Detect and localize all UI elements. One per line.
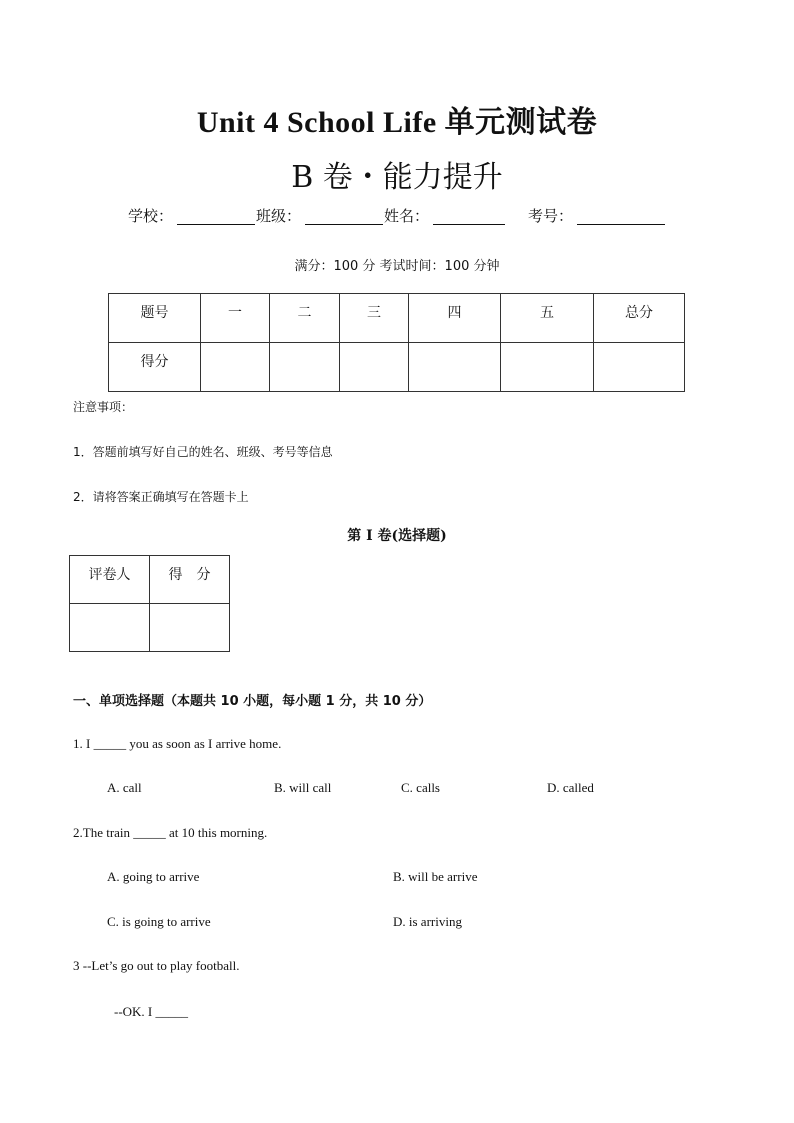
grader-table-header-row bbox=[70, 556, 230, 604]
question-stem: 3 --Let’s go out to play football. bbox=[73, 958, 240, 973]
question-stem: 2.The train _____ at 10 this morning. bbox=[73, 825, 268, 840]
grader-table-row bbox=[70, 604, 230, 652]
exam-no-label: 考号： bbox=[528, 207, 574, 225]
score-cell[interactable] bbox=[409, 343, 501, 392]
score-cell[interactable] bbox=[501, 343, 594, 392]
score-table-cell: 五 bbox=[501, 294, 594, 343]
name-blank[interactable] bbox=[433, 224, 505, 225]
part-heading: 一、单项选择题（本题共 10 小题，每小题 1 分，共 10 分） bbox=[73, 694, 432, 709]
option-b[interactable]: B. will call bbox=[274, 780, 332, 795]
score-table-cell: 总分 bbox=[594, 294, 685, 343]
score-cell[interactable] bbox=[270, 343, 340, 392]
grader-score-cell[interactable] bbox=[150, 604, 230, 652]
student-info-row bbox=[0, 205, 794, 229]
question-reply: --OK. I _____ bbox=[114, 1004, 189, 1019]
grader-table bbox=[69, 555, 230, 652]
option-b[interactable]: B. will be arrive bbox=[393, 869, 478, 884]
class-blank[interactable] bbox=[305, 224, 383, 225]
question-stem: 1. I _____ you as soon as I arrive home. bbox=[73, 736, 282, 751]
score-table-cell: 题号 bbox=[109, 294, 201, 343]
grader-score-label: 得 分 bbox=[150, 556, 230, 604]
notes-heading: 注意事项： bbox=[73, 400, 134, 414]
score-table bbox=[108, 293, 685, 392]
option-a[interactable]: A. call bbox=[107, 780, 142, 795]
score-table-cell: 三 bbox=[340, 294, 409, 343]
exam-subtitle: B 卷・能力提升 bbox=[291, 160, 503, 195]
option-c[interactable]: C. calls bbox=[401, 780, 440, 795]
score-cell[interactable] bbox=[340, 343, 409, 392]
option-d[interactable]: D. is arriving bbox=[393, 914, 462, 929]
score-time-line: 满分：100 分 考试时间：100 分钟 bbox=[294, 259, 500, 274]
score-table-score-row bbox=[109, 343, 685, 392]
score-table-header-row bbox=[109, 294, 685, 343]
exam-no-blank[interactable] bbox=[577, 224, 665, 225]
school-label: 学校： bbox=[128, 207, 174, 225]
score-table-cell: 一 bbox=[201, 294, 270, 343]
score-row-label: 得分 bbox=[109, 343, 201, 392]
section-title: 第 I 卷(选择题) bbox=[347, 528, 447, 544]
class-label: 班级： bbox=[256, 207, 302, 225]
name-label: 姓名： bbox=[384, 207, 430, 225]
score-table-cell: 二 bbox=[270, 294, 340, 343]
score-table-cell: 四 bbox=[409, 294, 501, 343]
grader-cell[interactable] bbox=[70, 604, 150, 652]
grader-label: 评卷人 bbox=[70, 556, 150, 604]
score-cell[interactable] bbox=[201, 343, 270, 392]
option-d[interactable]: D. called bbox=[547, 780, 594, 795]
school-blank[interactable] bbox=[177, 224, 255, 225]
note-item: 1．答题前填写好自己的姓名、班级、考号等信息 bbox=[73, 445, 333, 459]
option-c[interactable]: C. is going to arrive bbox=[107, 914, 211, 929]
exam-title: Unit 4 School Life 单元测试卷 bbox=[196, 106, 598, 139]
score-cell[interactable] bbox=[594, 343, 685, 392]
note-item: 2．请将答案正确填写在答题卡上 bbox=[73, 490, 249, 504]
option-a[interactable]: A. going to arrive bbox=[107, 869, 200, 884]
